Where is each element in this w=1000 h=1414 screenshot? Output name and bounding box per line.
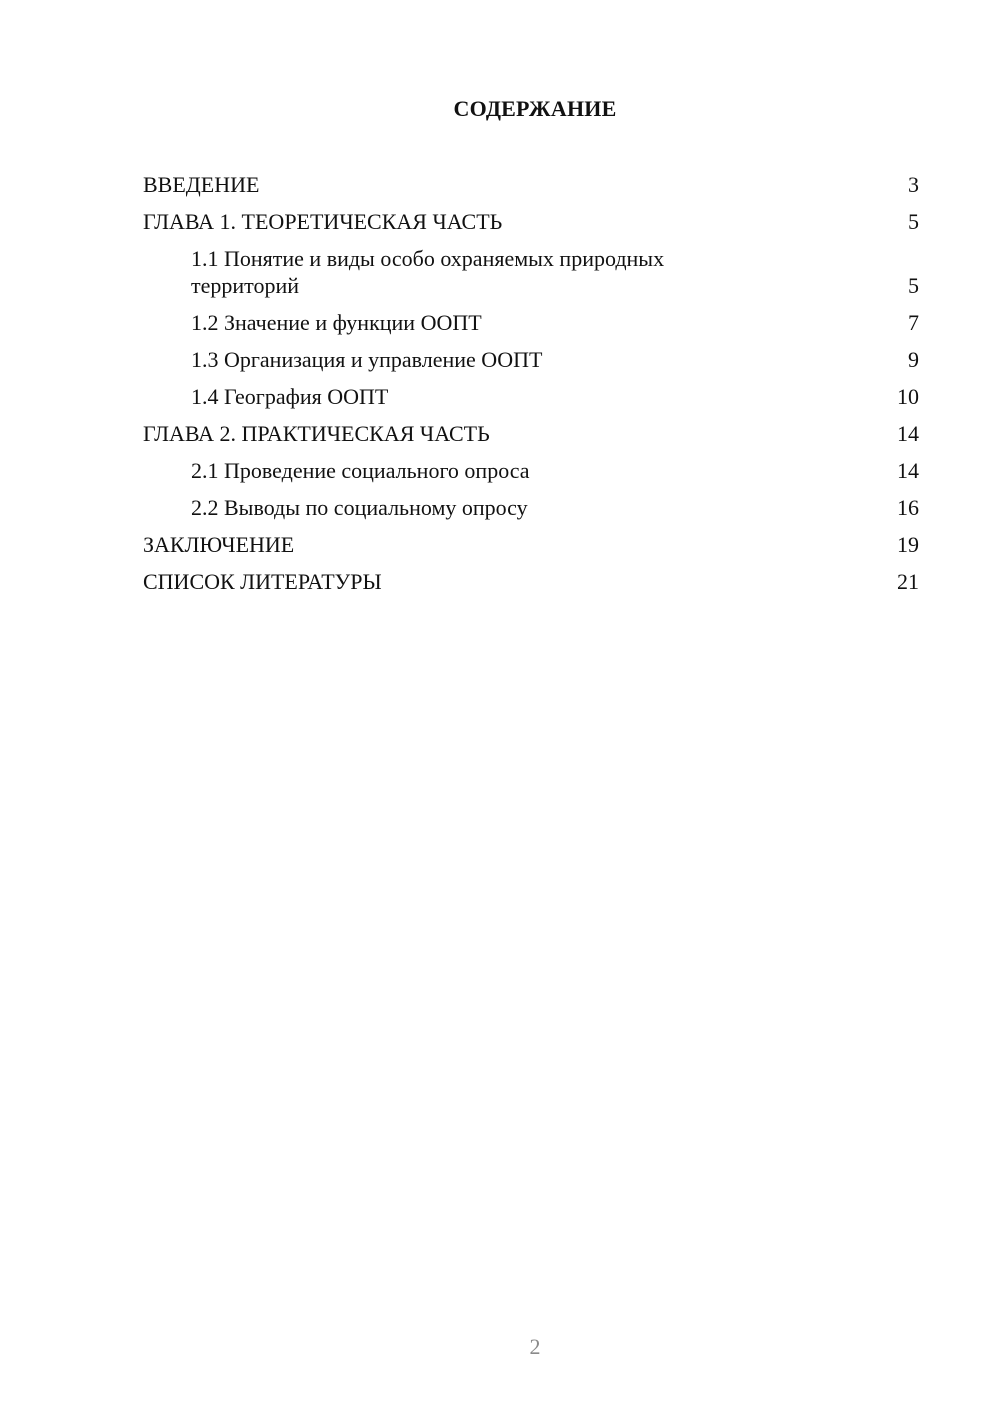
toc-entry-page: 16	[897, 495, 919, 520]
page-number: 2	[529, 1334, 541, 1359]
toc-entry-chapter-1[interactable]	[143, 205, 919, 242]
toc-entry-page: 5	[908, 273, 919, 298]
toc-entry-label: 1.2 Значение и функции ООПТ	[191, 310, 482, 335]
toc-entry-section-1-4[interactable]	[143, 380, 919, 417]
toc-entry-page: 21	[897, 569, 919, 594]
toc-entry-page: 10	[897, 384, 919, 409]
toc-entry-chapter-2[interactable]	[143, 417, 919, 454]
toc-entry-page: 19	[897, 532, 919, 557]
toc-entry-page: 3	[908, 172, 919, 197]
toc-entry-label: ВВЕДЕНИЕ	[143, 172, 260, 197]
toc-entry-section-1-2[interactable]	[143, 306, 919, 343]
toc-entry-references[interactable]	[143, 565, 919, 602]
toc-entry-page: 14	[897, 421, 919, 446]
toc-entry-label: ГЛАВА 2. ПРАКТИЧЕСКАЯ ЧАСТЬ	[143, 421, 490, 446]
toc-entry-section-2-1[interactable]	[143, 454, 919, 491]
toc-entry-label: 1.1 Понятие и виды особо охраняемых природных территорий	[191, 246, 665, 298]
table-of-contents	[143, 168, 919, 602]
toc-entry-label: 1.4 География ООПТ	[191, 384, 389, 409]
toc-entry-label: ГЛАВА 1. ТЕОРЕТИЧЕСКАЯ ЧАСТЬ	[143, 209, 503, 234]
toc-entry-page: 5	[908, 209, 919, 234]
toc-entry-section-2-2[interactable]	[143, 491, 919, 528]
toc-entry-label: ЗАКЛЮЧЕНИЕ	[143, 532, 295, 557]
toc-entry-introduction[interactable]	[143, 168, 919, 205]
toc-entry-label: 1.3 Организация и управление ООПТ	[191, 347, 543, 372]
toc-entry-section-1-1[interactable]	[143, 242, 919, 306]
toc-entry-label: СПИСОК ЛИТЕРАТУРЫ	[143, 569, 382, 594]
toc-entry-section-1-3[interactable]	[143, 343, 919, 380]
toc-title: СОДЕРЖАНИЕ	[453, 96, 617, 121]
toc-entry-label: 2.2 Выводы по социальному опросу	[191, 495, 528, 520]
toc-entry-page: 9	[908, 347, 919, 372]
toc-entry-page: 7	[908, 310, 919, 335]
toc-entry-label: 2.1 Проведение социального опроса	[191, 458, 530, 483]
toc-entry-conclusion[interactable]	[143, 528, 919, 565]
toc-entry-page: 14	[897, 458, 919, 483]
